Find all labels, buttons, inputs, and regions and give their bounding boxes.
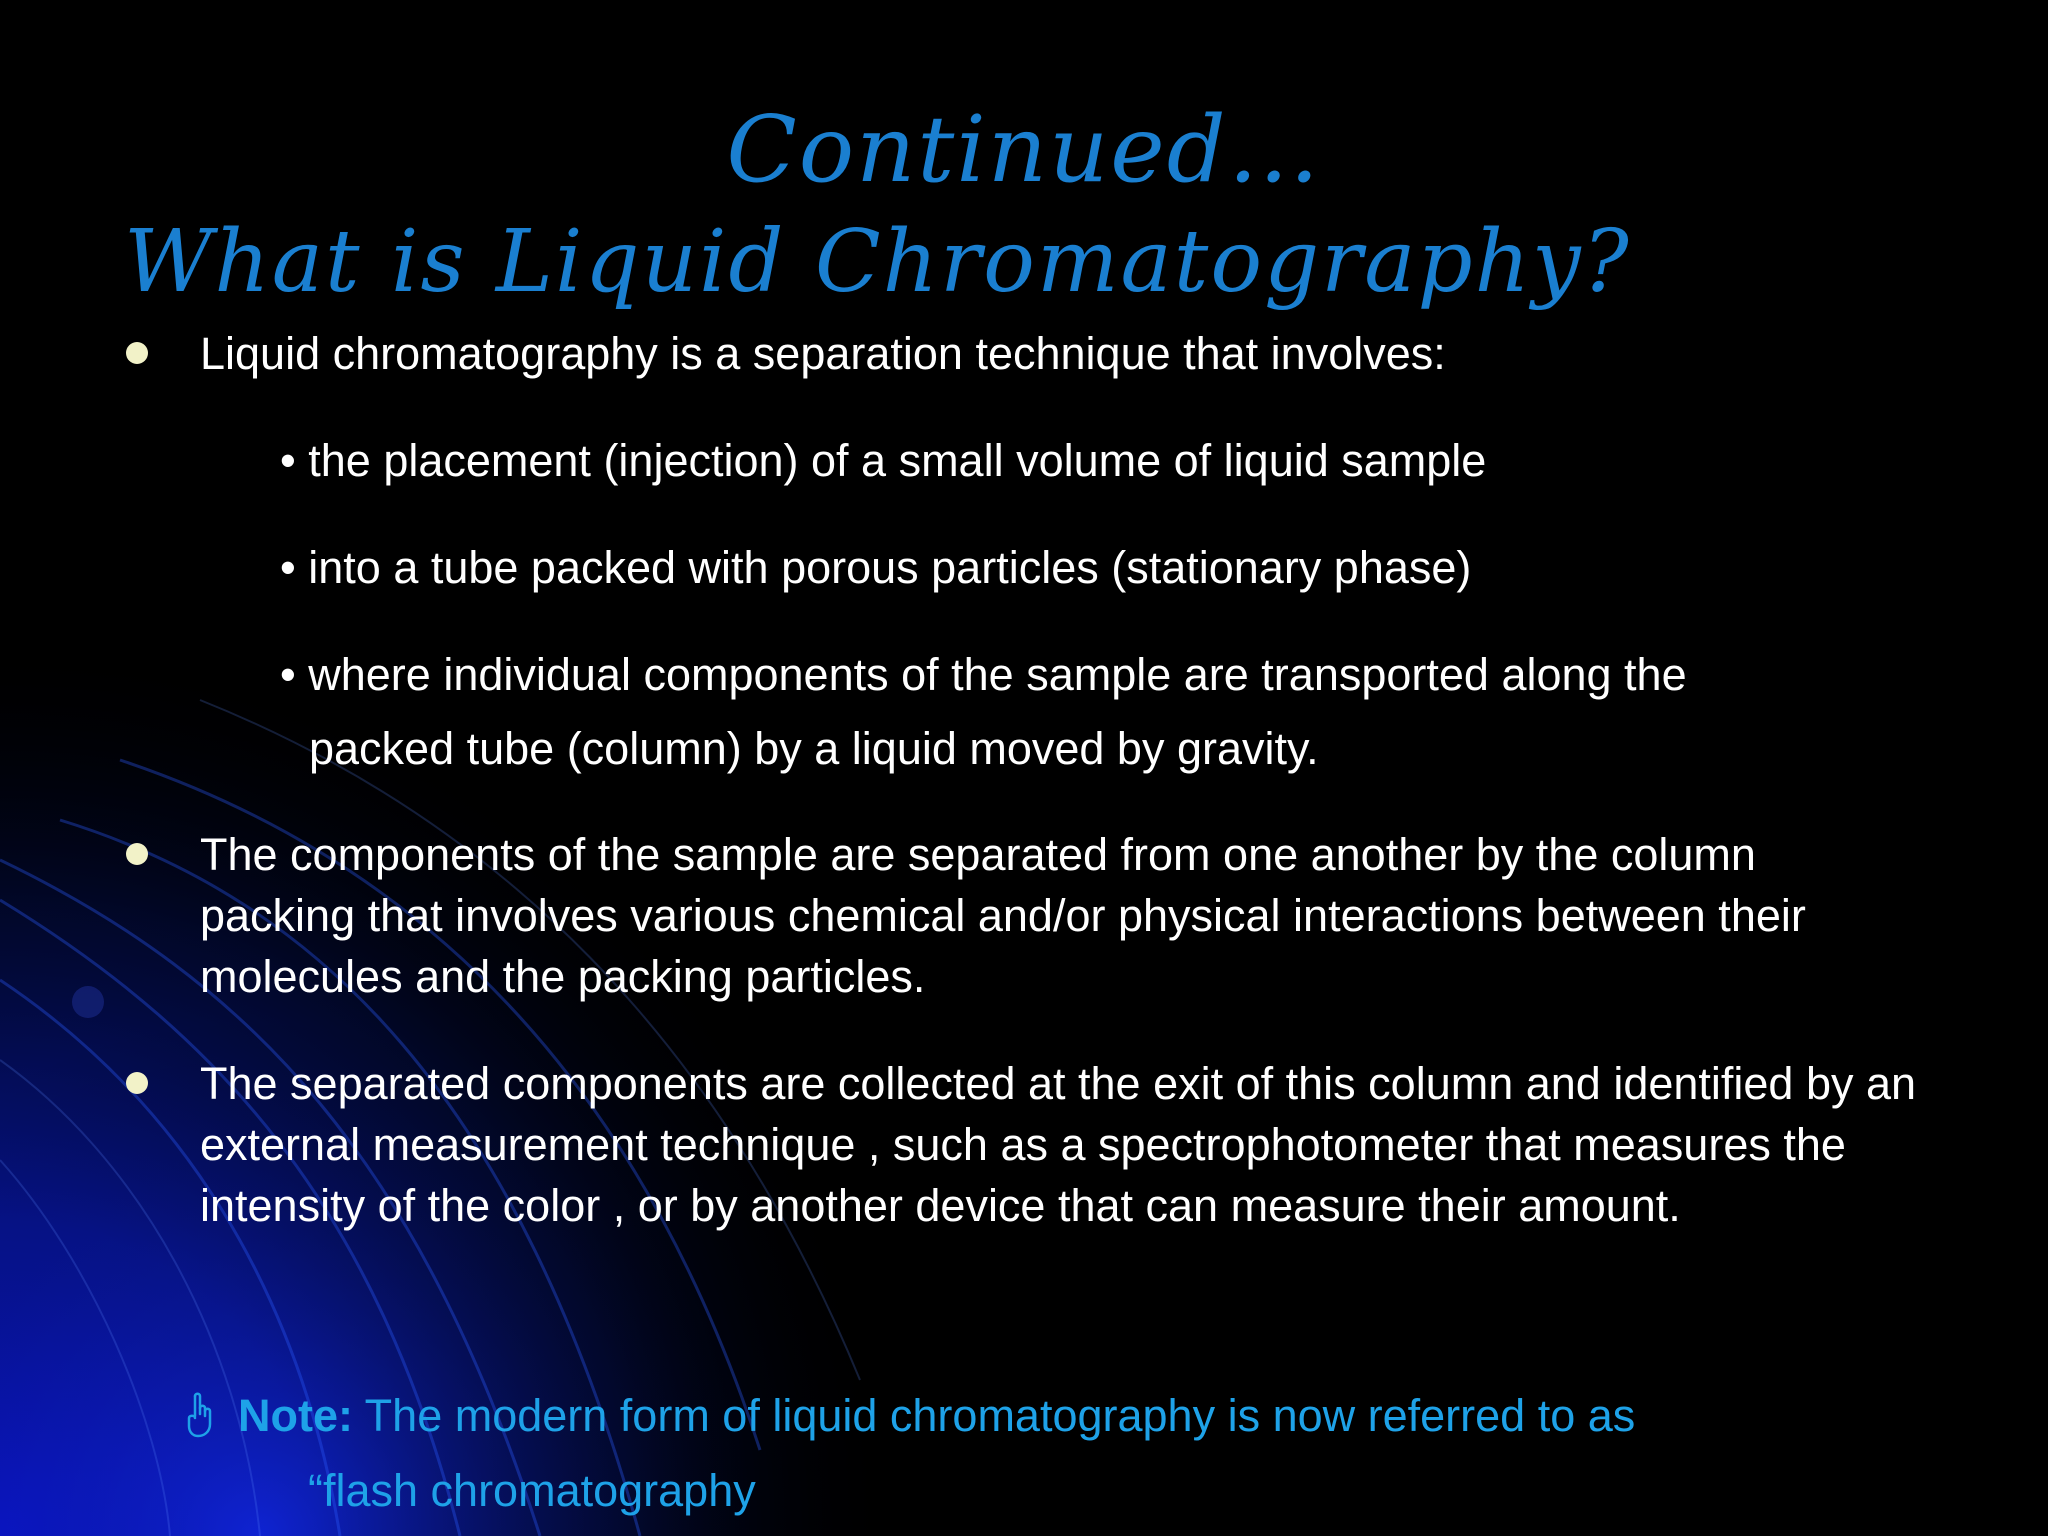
bullet-dot	[126, 1072, 148, 1094]
bullet-dot	[126, 342, 148, 364]
note-line-1	[238, 1378, 1635, 1453]
slide-title-continued: Continued…	[726, 96, 1322, 203]
slide-title-what-is-lc: What is Liquid Chromatography?	[124, 212, 1631, 312]
bullet-text: The separated components are collected at the exit of this column and identified by an external measurement technique , such as a spectrophotometer that measures the intensity of the color , or by another device that can measure their amount.	[200, 1058, 1917, 1231]
note-label: Note:	[238, 1390, 353, 1441]
sub-bullet-text: • the placement (injection) of a small volume of liquid sample	[280, 435, 1487, 486]
pointing-finger-icon	[186, 1392, 214, 1440]
note-text: The modern form of liquid chromatography is now referred to as	[352, 1390, 1636, 1441]
bullet-dot	[126, 843, 148, 865]
bullet-text: The components of the sample are separated from one another by the column packing that involves various chemical and/or physical interactions between their molecules and the packing particles.	[200, 829, 1806, 1002]
sub-bullet-text: • where individual components of the sample are transported along the	[280, 649, 1687, 700]
bullet-text: Liquid chromatography is a separation technique that involves:	[200, 328, 1446, 379]
sub-bullet-text: • into a tube packed with porous particles (stationary phase)	[280, 542, 1472, 593]
note-line-2: “flash chromatography	[308, 1465, 756, 1516]
sub-bullet-text-continued: packed tube (column) by a liquid moved by gravity.	[309, 723, 1319, 774]
